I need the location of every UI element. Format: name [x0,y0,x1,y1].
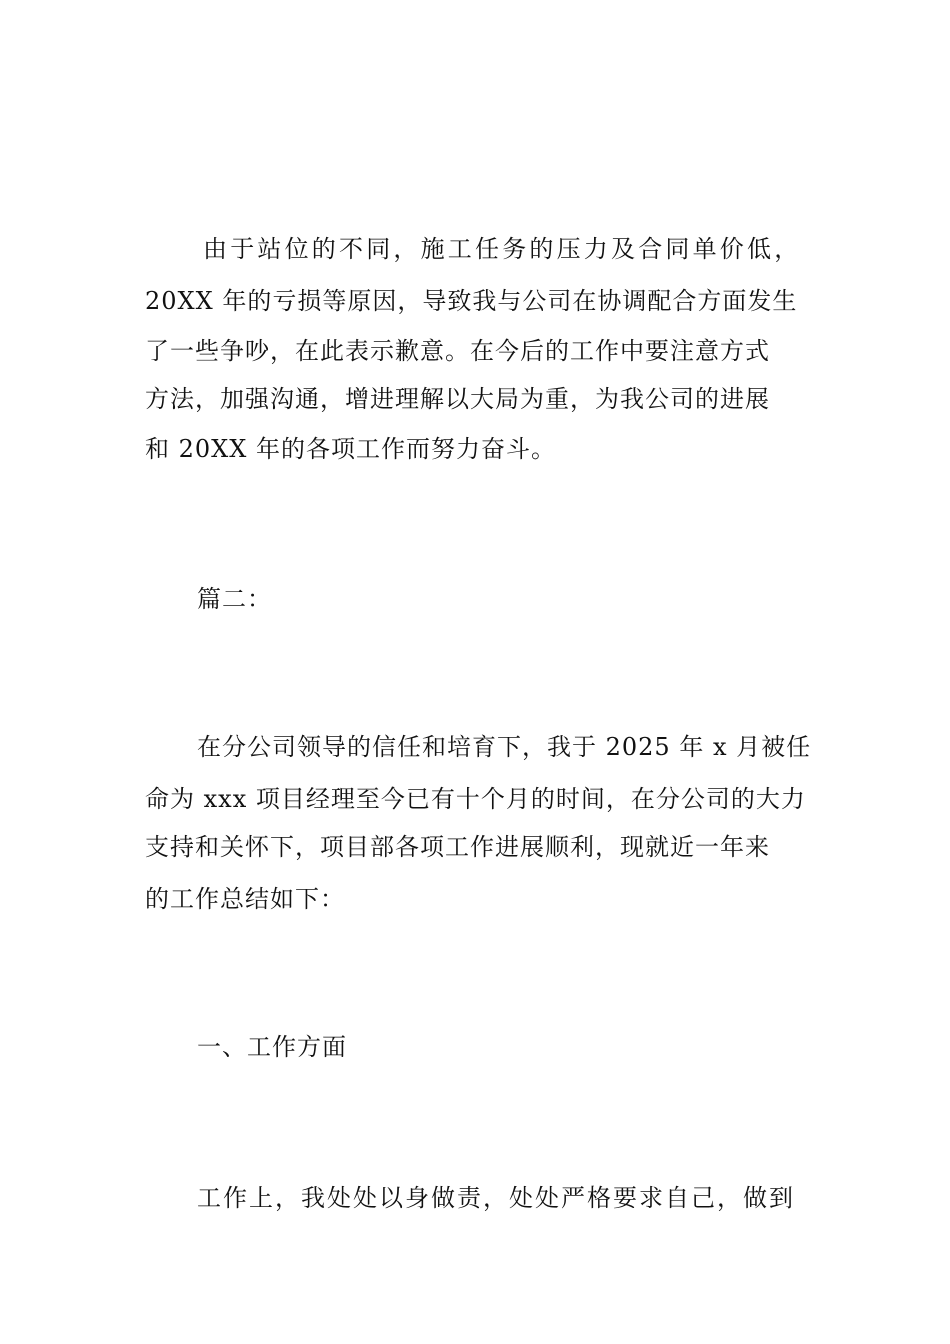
paragraph-1-line-5: 和 20XX 年的各项工作而努力奋斗。 [145,435,556,463]
paragraph-1-line-4: 方法，加强沟通，增进理解以大局为重，为我公司的进展 [145,385,770,413]
subheading: 一、工作方面 [197,1033,347,1061]
paragraph-2-line-4: 的工作总结如下： [145,885,345,913]
paragraph-2-line-3: 支持和关怀下，项目部各项工作进展顺利，现就近一年来 [145,833,770,861]
section-heading: 篇二： [197,585,272,613]
paragraph-3-line-1: 工作上，我处处以身做责，处处严格要求自己，做到 [197,1184,795,1212]
paragraph-2-line-1: 在分公司领导的信任和培育下，我于 2025 年 x 月被任 [197,733,812,761]
paragraph-2-line-2: 命为 xxx 项目经理至今已有十个月的时间，在分公司的大力 [145,785,806,813]
paragraph-1-line-3: 了一些争吵，在此表示歉意。在今后的工作中要注意方式 [145,337,770,365]
paragraph-1-line-2: 20XX 年的亏损等原因，导致我与公司在协调配合方面发生 [145,287,798,315]
paragraph-1-line-1: 由于站位的不同，施工任务的压力及合同单价低， [203,235,802,263]
